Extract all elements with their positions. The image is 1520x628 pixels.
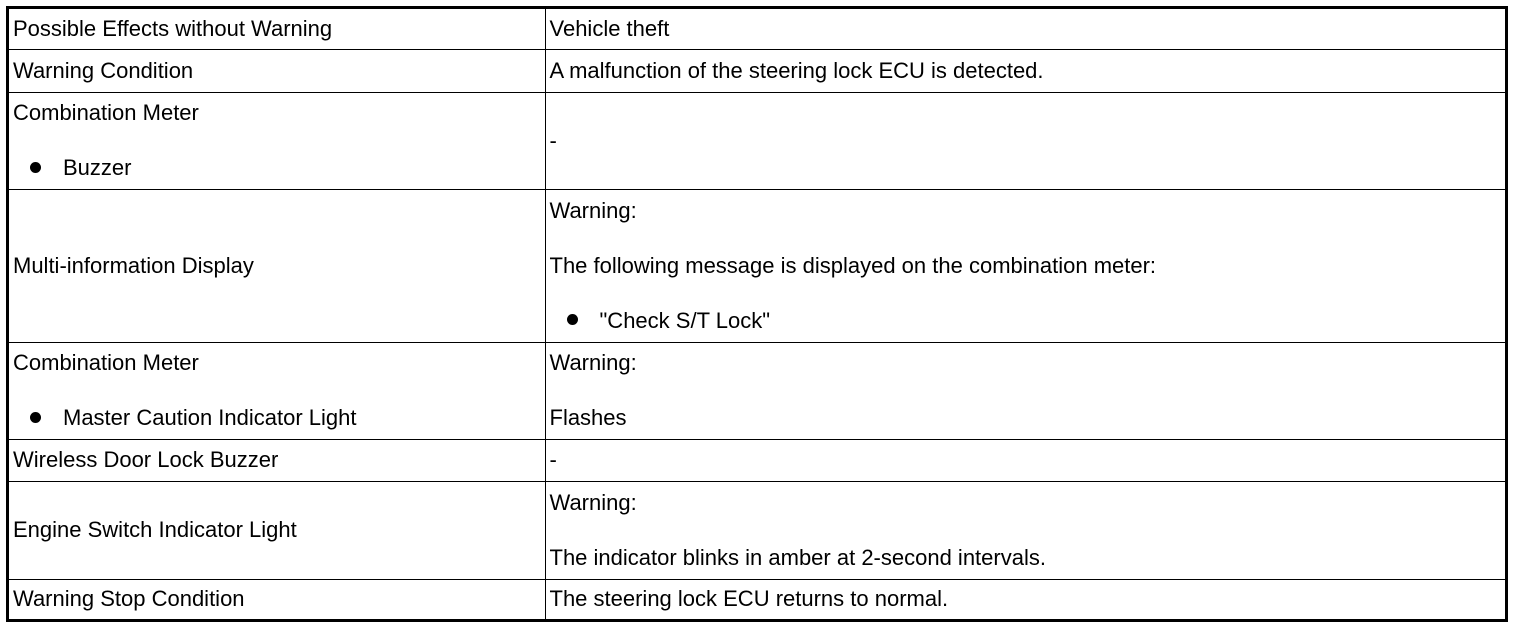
- warning-text: The indicator blinks in amber at 2-second intervals.: [549, 544, 1046, 570]
- spacer: [550, 224, 1502, 253]
- bullet-text: Buzzer: [63, 155, 132, 180]
- warning-heading: Warning:: [549, 350, 637, 375]
- row-label: Multi-information Display: [9, 189, 545, 342]
- row-label: Combination Meter: [13, 100, 199, 125]
- row-value: Vehicle theft: [545, 9, 1505, 49]
- table-row: [9, 189, 1505, 342]
- bullet-icon: [567, 314, 578, 325]
- table-row: [9, 9, 1505, 49]
- warning-heading: Warning:: [549, 197, 637, 223]
- bullet-item: [550, 308, 1502, 334]
- bullet-text: "Check S/T Lock": [599, 307, 770, 333]
- row-value: The steering lock ECU returns to normal.: [545, 579, 1505, 619]
- warning-text: Flashes: [549, 405, 627, 430]
- table-row: [9, 92, 1505, 189]
- warning-text: The following message is displayed on the combination meter:: [549, 252, 1157, 278]
- spacer: [550, 516, 1502, 545]
- spacer: [550, 376, 1502, 405]
- bullet-icon: [30, 162, 41, 173]
- row-label-cell: [9, 92, 545, 189]
- row-label: Engine Switch Indicator Light: [9, 481, 545, 579]
- warning-table: [9, 9, 1505, 619]
- bullet-item: [13, 405, 541, 431]
- row-value-cell: [545, 342, 1505, 439]
- row-label: Warning Stop Condition: [9, 579, 545, 619]
- row-value: -: [545, 439, 1505, 481]
- row-label: Warning Condition: [9, 49, 545, 92]
- table-row: [9, 481, 1505, 579]
- spacer: [13, 126, 541, 155]
- warning-table-frame: [6, 6, 1508, 622]
- table-row: [9, 342, 1505, 439]
- row-label: Wireless Door Lock Buzzer: [9, 439, 545, 481]
- row-value-cell: [545, 481, 1505, 579]
- row-value-cell: [545, 189, 1505, 342]
- row-label-cell: [9, 342, 545, 439]
- table-row: [9, 439, 1505, 481]
- bullet-item: [13, 155, 541, 181]
- row-value: -: [545, 92, 1505, 189]
- table-row: [9, 49, 1505, 92]
- warning-heading: Warning:: [549, 489, 637, 515]
- table-row: [9, 579, 1505, 619]
- row-label: Combination Meter: [13, 350, 199, 375]
- bullet-icon: [30, 412, 41, 423]
- spacer: [550, 279, 1502, 308]
- bullet-text: Master Caution Indicator Light: [63, 405, 357, 430]
- row-label: Possible Effects without Warning: [9, 9, 545, 49]
- spacer: [13, 376, 541, 405]
- row-value: A malfunction of the steering lock ECU is detected.: [545, 49, 1505, 92]
